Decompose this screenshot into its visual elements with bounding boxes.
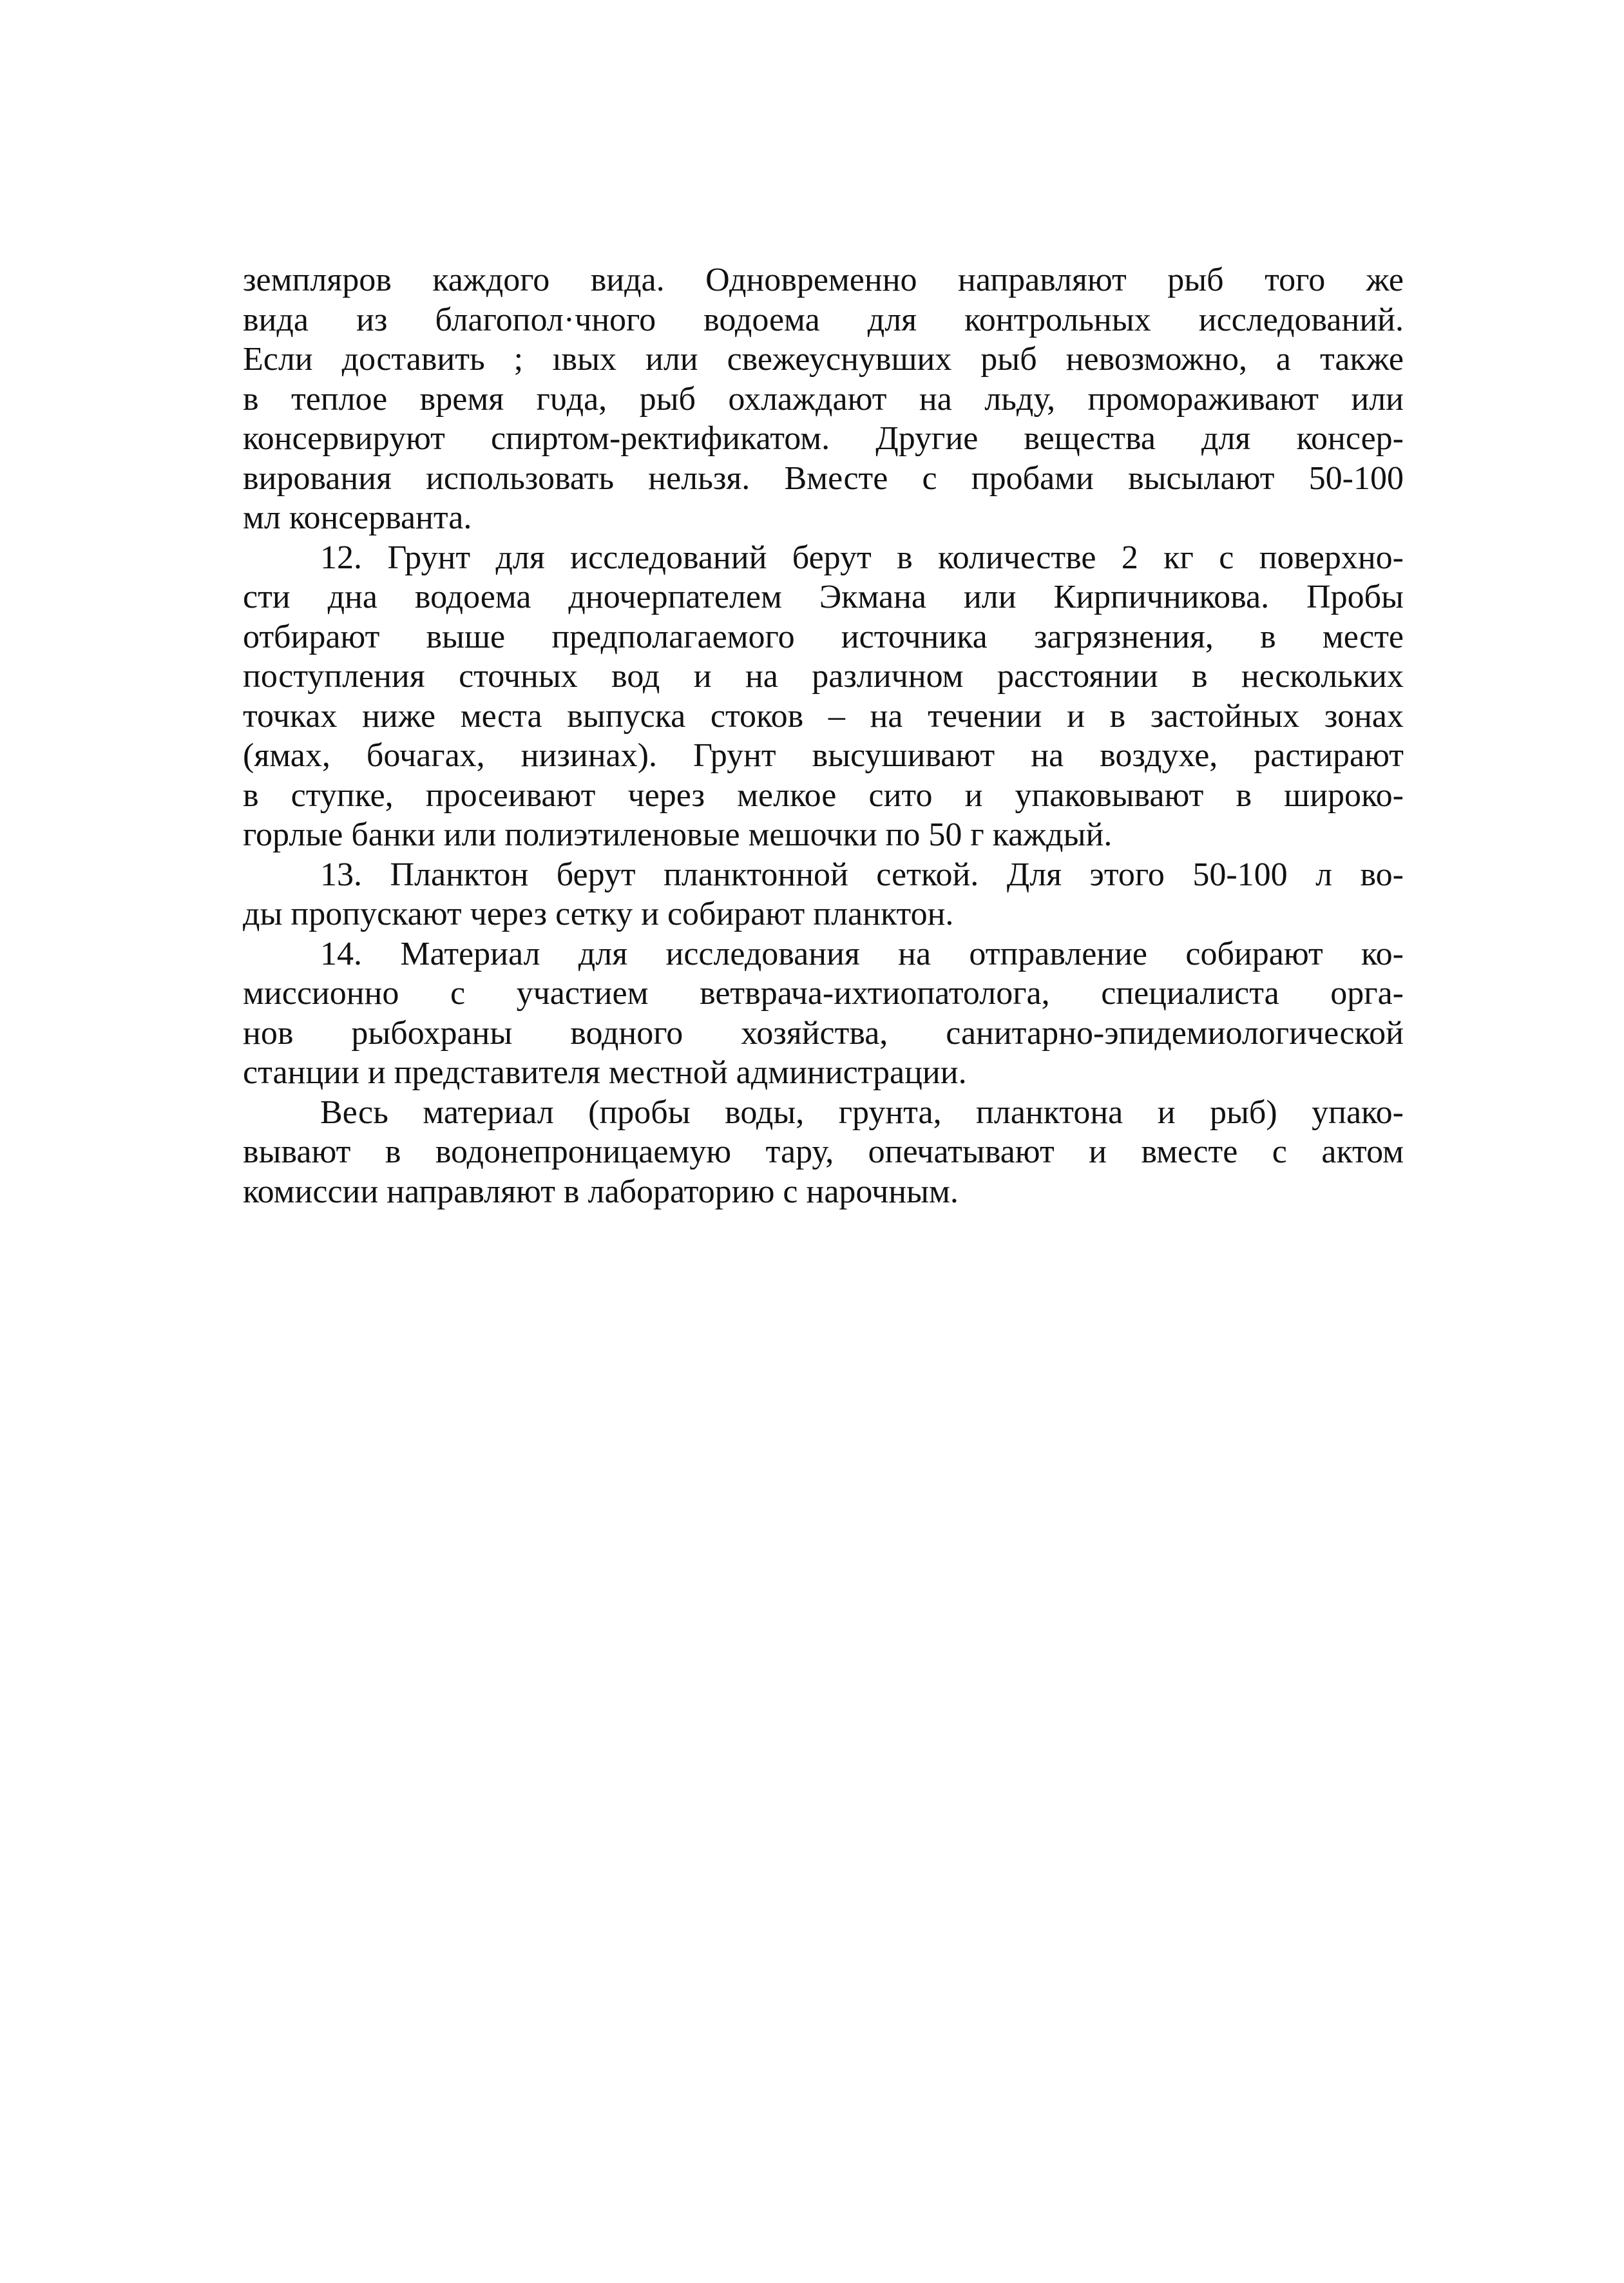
text-line: 14. Материал для исследования на отправление собирают ко- xyxy=(320,935,1404,972)
text-line: точках ниже места выпуска стоков – на течении и в застойных зонах xyxy=(243,697,1404,735)
body-text xyxy=(243,260,1404,1211)
text-line: в ступке, просеивают через мелкое сито и упаковывают в широко- xyxy=(243,776,1404,814)
text-line: ды пропускают через сетку и собирают планктон. xyxy=(243,896,954,932)
text-line: комиссии направляют в лабораторию с нарочным. xyxy=(243,1173,959,1210)
text-line: вида из благопол·чного водоема для контрольных исследований. xyxy=(243,301,1404,338)
text-line: Если доставить ; ıвых или свежеуснувших рыб невозможно, а также xyxy=(243,341,1404,378)
text-line: в теплое время гυда, рыб охлаждают на льду, промораживают или xyxy=(243,380,1404,418)
text-line: мл консерванта. xyxy=(243,499,472,536)
text-line: 12. Грунт для исследований берут в количестве 2 кг с поверхно- xyxy=(320,539,1404,576)
text-line: горлые банки или полиэтиленовые мешочки по 50 г каждый. xyxy=(243,816,1113,853)
text-line: нов рыбохраны водного хозяйства, санитарно-эпидемиологической xyxy=(243,1014,1404,1052)
text-line: миссионно с участием ветврача-ихтиопатолога, специалиста орга- xyxy=(243,975,1404,1012)
text-line: сти дна водоема дночерпателем Экмана или Кирпичникова. Пробы xyxy=(243,579,1404,615)
text-line: 13. Планктон берут планктонной сеткой. Для этого 50-100 л во- xyxy=(320,856,1404,893)
text-line: Весь материал (пробы воды, грунта, планктона и рыб) упако- xyxy=(320,1093,1404,1131)
text-line: (ямах, бочагах, низинах). Грунт высушивают на воздухе, растирают xyxy=(243,737,1404,774)
text-line: консервируют спиртом-ректификатом. Другие вещества для консер- xyxy=(243,420,1404,457)
text-line: станции и представителя местной администрации. xyxy=(243,1054,967,1091)
text-line: вывают в водонепроницаемую тару, опечатывают и вместе с актом xyxy=(243,1133,1404,1170)
text-line: земпляров каждого вида. Одновременно направляют рыб того же xyxy=(243,262,1404,298)
text-line: поступления сточных вод и на различном расстоянии в нескольких xyxy=(243,658,1404,695)
text-line: отбирают выше предполагаемого источника загрязнения, в месте xyxy=(243,618,1404,655)
text-line: вирования использовать нельзя. Вместе с пробами высылают 50-100 xyxy=(243,459,1404,497)
